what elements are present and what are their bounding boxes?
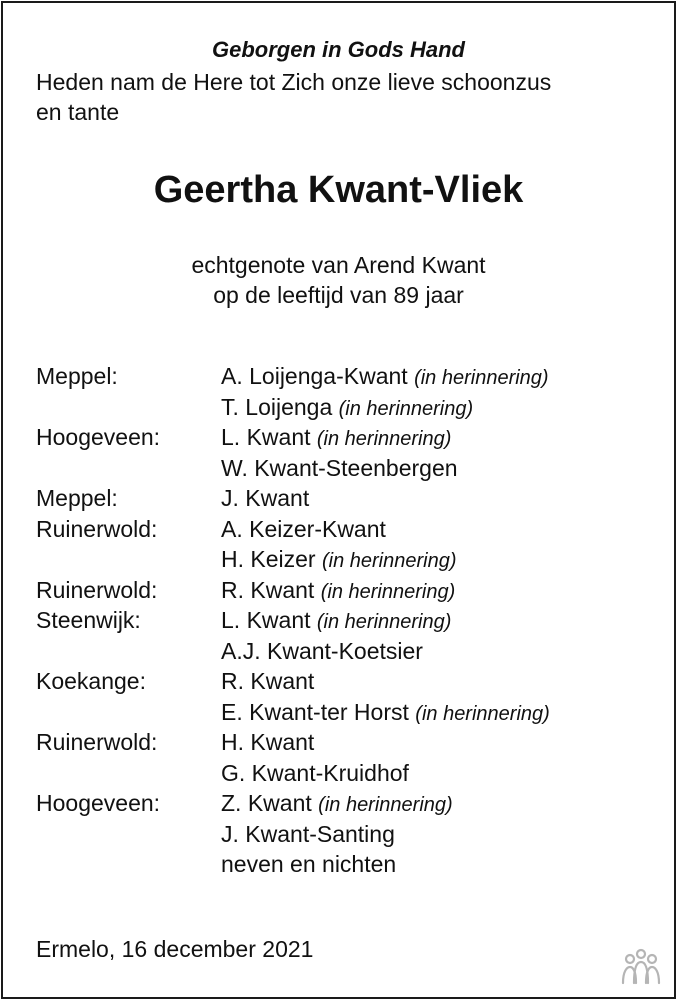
relative-person-cell [221, 727, 666, 758]
relative-name: W. Kwant-Steenbergen [221, 454, 458, 481]
relative-name: A.J. Kwant-Koetsier [221, 637, 423, 664]
relative-row [36, 514, 666, 545]
relative-person-cell [221, 666, 666, 697]
relative-name: A. Keizer-Kwant [221, 515, 386, 542]
relative-place [36, 819, 221, 850]
memorial-note: (in herinnering) [338, 397, 474, 420]
relative-name: A. Loijenga-Kwant [221, 363, 408, 389]
relative-place: Koekange: [36, 668, 146, 694]
memorial-note: (in herinnering) [320, 580, 456, 603]
memorial-note: (in herinnering) [316, 611, 452, 633]
relative-place [36, 636, 221, 667]
memorial-note: (in herinnering) [318, 794, 453, 816]
motto: Geborgen in Gods Hand [211, 37, 465, 62]
spouse-line: echtgenote van Arend Kwant [191, 252, 486, 278]
relative-person-cell [221, 636, 666, 667]
relative-row [36, 544, 666, 575]
relative-place: Ruinerwold: [36, 729, 158, 755]
relative-name: J. Kwant [221, 485, 310, 511]
relative-name: T. Loijenga [221, 393, 333, 420]
relative-person-cell [221, 514, 666, 545]
relative-person-cell [221, 453, 666, 484]
relative-name: H. Keizer [221, 546, 316, 572]
relative-row [36, 392, 666, 423]
relative-place [36, 849, 221, 880]
memorial-note: (in herinnering) [316, 428, 452, 450]
relative-place [36, 392, 221, 423]
intro-line: Heden nam de Here tot Zich onze lieve schoonzus [36, 69, 552, 95]
relative-row [36, 636, 666, 667]
relative-name: H. Kwant [221, 729, 315, 755]
family-people-icon [617, 947, 665, 987]
relative-row [36, 666, 666, 697]
spouse-info [3, 250, 674, 310]
intro-line: en tante [36, 99, 120, 125]
relative-person-cell [221, 819, 666, 850]
relative-name: neven en nichten [221, 851, 397, 877]
relative-name: Z. Kwant [221, 790, 312, 816]
memorial-note: (in herinnering) [321, 550, 457, 572]
relative-row [36, 422, 666, 453]
relative-name: R. Kwant [221, 576, 315, 603]
intro-text [36, 67, 656, 127]
relative-name: R. Kwant [221, 668, 315, 694]
deceased-name: Geertha Kwant-Vliek [153, 169, 524, 211]
relative-place [36, 758, 221, 789]
relative-person-cell [221, 361, 666, 392]
relative-person-cell [221, 605, 666, 636]
relative-person-cell [221, 758, 666, 789]
relative-row [36, 575, 666, 606]
relative-place: Steenwijk: [36, 607, 141, 633]
relative-name: G. Kwant-Kruidhof [221, 759, 409, 786]
relative-row [36, 605, 666, 636]
relative-place: Hoogeveen: [36, 790, 161, 816]
age-line: op de leeftijd van 89 jaar [213, 282, 464, 308]
memorial-note: (in herinnering) [415, 702, 550, 725]
relative-name: L. Kwant [221, 424, 311, 450]
relative-row [36, 788, 666, 819]
relative-place [36, 453, 221, 484]
relative-place: Hoogeveen: [36, 424, 161, 450]
relative-person-cell [221, 575, 666, 606]
relative-person-cell [221, 392, 666, 423]
relative-person-cell [221, 788, 666, 819]
relative-row [36, 819, 666, 850]
obituary-card [1, 1, 676, 999]
relative-place [36, 697, 221, 728]
relative-place: Meppel: [36, 363, 118, 389]
relatives-list [36, 361, 666, 880]
relative-place: Ruinerwold: [36, 576, 158, 603]
relative-row [36, 758, 666, 789]
relative-row [36, 483, 666, 514]
memorial-note: (in herinnering) [414, 367, 549, 389]
relative-row [36, 849, 666, 880]
relative-person-cell [221, 849, 666, 880]
relative-row [36, 361, 666, 392]
relative-place: Meppel: [36, 485, 118, 511]
relative-person-cell [221, 483, 666, 514]
relative-place: Ruinerwold: [36, 515, 158, 542]
relative-row [36, 453, 666, 484]
relative-person-cell [221, 697, 666, 728]
place-date: Ermelo, 16 december 2021 [36, 936, 314, 962]
relative-person-cell [221, 422, 666, 453]
relative-name: E. Kwant-ter Horst [221, 698, 409, 725]
relative-row [36, 697, 666, 728]
relative-place [36, 544, 221, 575]
relative-name: J. Kwant-Santing [221, 820, 395, 847]
relative-person-cell [221, 544, 666, 575]
relative-row [36, 727, 666, 758]
relative-name: L. Kwant [221, 607, 311, 633]
